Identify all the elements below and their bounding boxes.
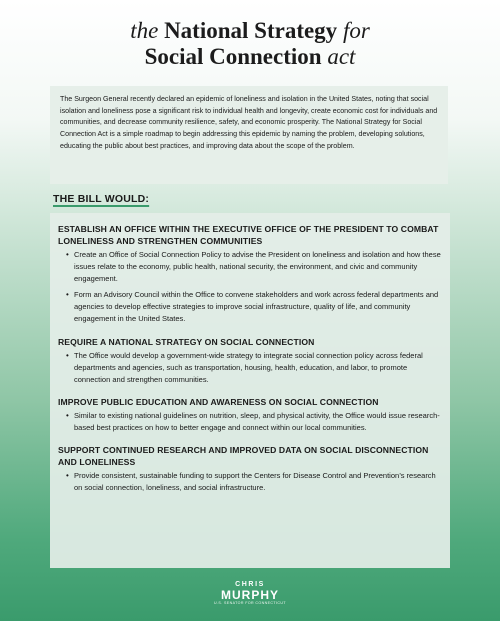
logo-subtitle: U.S. SENATOR FOR CONNECTICUT [214, 601, 286, 605]
provisions-panel [50, 213, 450, 568]
bullet-list [58, 470, 444, 494]
title-suffix-1: for [342, 18, 370, 43]
bullet-item: • The Office would develop a government-wide strategy to integrate social connection policy across federal departments and agencies, such as transportation, housing, health, education, and labor, to promote connection and strengthen communities. [74, 350, 444, 386]
logo-first-name: CHRIS [235, 581, 265, 588]
logo-last-name: MURPHY [220, 588, 279, 602]
bullet-item: • Similar to existing national guidelines on nutrition, sleep, and physical activity, the Office would issue research-based best practices on how to better engage and connect within our local communities. [74, 410, 444, 434]
title-line-2 [0, 44, 500, 70]
title-line-1 [0, 18, 500, 44]
section-heading: ESTABLISH AN OFFICE WITHIN THE EXECUTIVE OFFICE OF THE PRESIDENT TO COMBAT LONELINESS AND STRENGTHEN COMMUNITIES [58, 224, 439, 246]
bullet-list [58, 249, 444, 326]
title-main-1: National Strategy [164, 18, 338, 43]
title-suffix-2: act [327, 44, 356, 69]
chris-murphy-logo [0, 581, 500, 606]
document-title [0, 18, 500, 70]
title-prefix: the [130, 18, 159, 43]
bullet-item: • Provide consistent, sustainable funding to support the Centers for Disease Control and Prevention’s research on social connection, loneliness, and social infrastructure. [74, 470, 444, 494]
bullet-item: • Form an Advisory Council within the Office to convene stakeholders and work across federal departments and agencies to develop effective strategies to improve social infrastructure, quality of life, and community engagement in the United States. [74, 289, 444, 325]
bill-heading: THE BILL WOULD: [53, 193, 150, 205]
section-heading: IMPROVE PUBLIC EDUCATION AND AWARENESS ON SOCIAL CONNECTION [58, 396, 379, 407]
section-heading: REQUIRE A NATIONAL STRATEGY ON SOCIAL CONNECTION [58, 336, 315, 347]
section-research-data [58, 444, 444, 494]
title-main-2: Social Connection [144, 44, 322, 69]
intro-paragraph: The Surgeon General recently declared an epidemic of loneliness and isolation in the United States, noting that social isolation and loneliness pose a significant risk to individual health and longevity, create economic cost for individuals and communities, and decrease community resilience, safety, and economic prosperity. The National Strategy for Social Connection Act is a simple roadmap to begin addressing this epidemic by naming the problem, developing solutions, educating the public about best practices, and improving data about the scope of the problem. [50, 86, 448, 184]
section-establish-office [58, 223, 444, 326]
bullet-list [58, 410, 444, 434]
section-national-strategy [58, 336, 444, 386]
bullet-list [58, 350, 444, 386]
bullet-item: • Create an Office of Social Connection Policy to advise the President on loneliness and isolation and how these issues relate to the economy, public health, national security, the environment, and civic and community engagement. [74, 249, 444, 285]
section-public-education [58, 396, 444, 434]
section-heading: SUPPORT CONTINUED RESEARCH AND IMPROVED DATA ON SOCIAL DISCONNECTION AND LONELINESS [58, 445, 429, 468]
